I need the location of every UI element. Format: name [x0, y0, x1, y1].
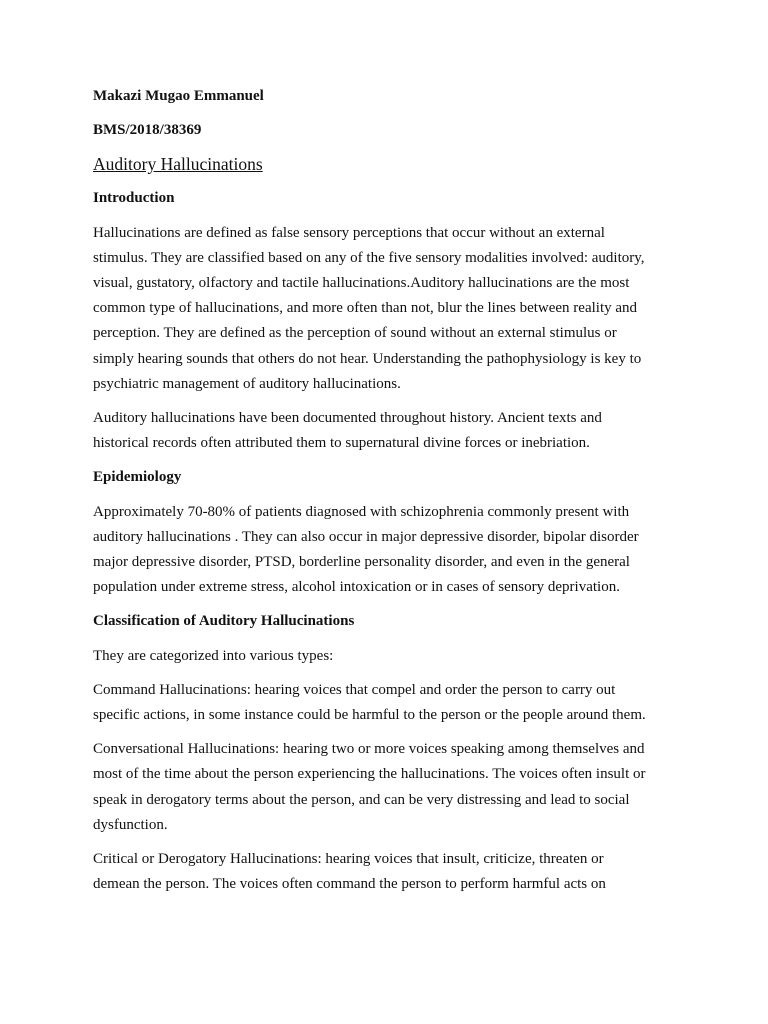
- student-id: BMS/2018/38369: [93, 122, 202, 139]
- text-line: specific actions, in some instance could be harmful to the person or the people around them.: [93, 707, 646, 724]
- text-line: dysfunction.: [93, 816, 168, 833]
- document-title: Auditory Hallucinations: [93, 154, 263, 175]
- text-line: visual, gustatory, olfactory and tactile hallucinations.Auditory hallucinations are the most: [93, 275, 630, 292]
- epidemiology-heading: Epidemiology: [93, 469, 182, 486]
- epidemiology-paragraph: [93, 500, 673, 601]
- text-line: Approximately 70-80% of patients diagnosed with schizophrenia commonly present with: [93, 503, 630, 520]
- text-line: population under extreme stress, alcohol intoxication or in cases of sensory deprivation.: [93, 579, 620, 596]
- critical-hallucinations-paragraph: [93, 847, 673, 897]
- text-line: speak in derogatory terms about the person, and can be very distressing and lead to social: [93, 791, 630, 808]
- text-line: Conversational Hallucinations: hearing two or more voices speaking among themselves and: [93, 741, 645, 758]
- text-line: Critical or Derogatory Hallucinations: hearing voices that insult, criticize, threaten or: [93, 851, 604, 868]
- conversational-hallucinations-paragraph: [93, 737, 673, 838]
- introduction-heading: Introduction: [93, 190, 175, 207]
- text-line: Hallucinations are defined as false sensory perceptions that occur without an external: [93, 224, 605, 241]
- text-line: simply hearing sounds that others do not hear. Understanding the pathophysiology is key to: [93, 350, 642, 367]
- text-line: historical records often attributed them to supernatural divine forces or inebriation.: [93, 435, 590, 452]
- text-line: major depressive disorder, PTSD, borderline personality disorder, and even in the general: [93, 554, 630, 571]
- text-line: demean the person. The voices often command the person to perform harmful acts on: [93, 876, 606, 893]
- text-line: most of the time about the person experiencing the hallucinations. The voices often insult or: [93, 766, 646, 783]
- document-body: [93, 84, 673, 897]
- text-line: perception. They are defined as the perception of sound without an external stimulus or: [93, 325, 617, 342]
- text-line: Command Hallucinations: hearing voices that compel and order the person to carry out: [93, 681, 616, 698]
- text-line: common type of hallucinations, and more often than not, blur the lines between reality and: [93, 300, 638, 317]
- author-name: Makazi Mugao Emmanuel: [93, 88, 264, 104]
- text-line: psychiatric management of auditory hallucinations.: [93, 375, 401, 392]
- text-line: stimulus. They are classified based on any of the five sensory modalities involved: auditory,: [93, 249, 645, 266]
- text-line: auditory hallucinations . They can also occur in major depressive disorder, bipolar disorder: [93, 528, 639, 545]
- text-line: Auditory hallucinations have been documented throughout history. Ancient texts and: [93, 410, 602, 427]
- classification-intro: They are categorized into various types:: [93, 647, 334, 664]
- introduction-paragraph-1: [93, 221, 673, 397]
- command-hallucinations-paragraph: [93, 678, 673, 728]
- classification-heading: Classification of Auditory Hallucinations: [93, 613, 355, 630]
- introduction-paragraph-2: [93, 406, 673, 456]
